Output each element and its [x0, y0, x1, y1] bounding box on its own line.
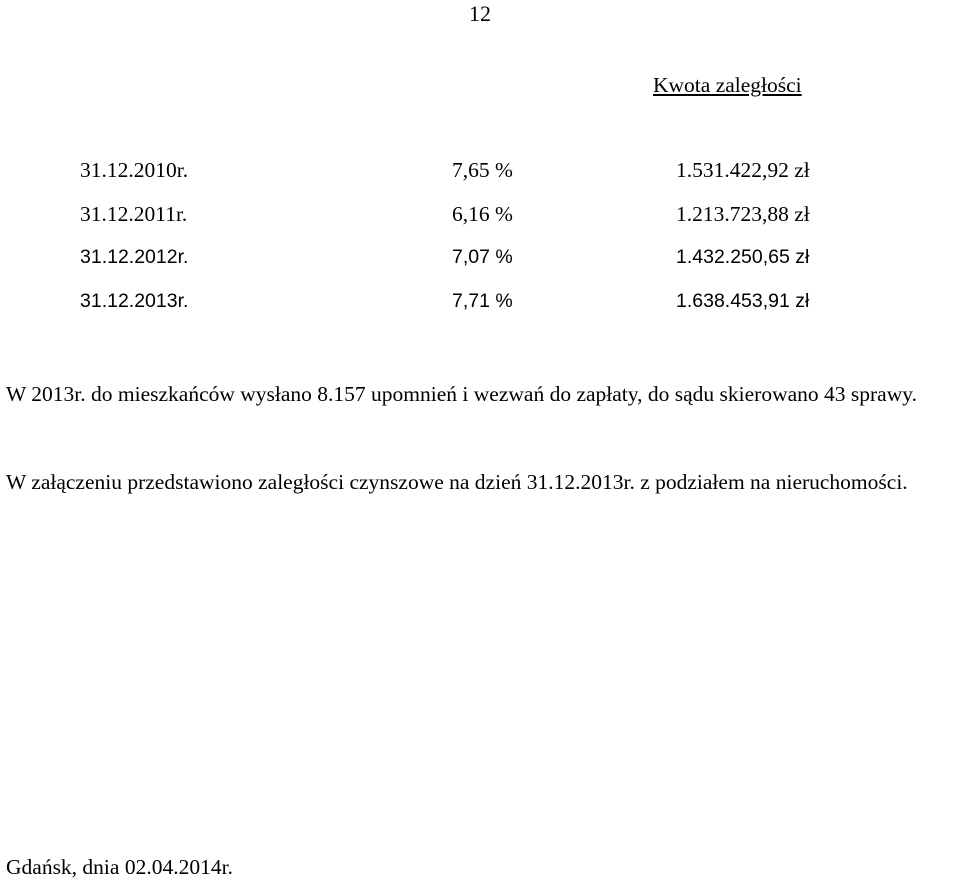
table-row [0, 202, 960, 246]
table-row [0, 246, 960, 290]
reminders-paragraph: W 2013r. do mieszkańców wysłano 8.157 upomnień i wezwań do zapłaty, do sądu skierowano 43 sprawy. [6, 382, 917, 406]
row-amount: 1.432.250,65 zł [676, 246, 810, 268]
row-percent: 7,65 % [452, 158, 513, 182]
table-row [0, 290, 960, 334]
row-amount: 1.213.723,88 zł [676, 202, 810, 226]
row-percent: 6,16 % [452, 202, 513, 226]
row-date: 31.12.2013r. [80, 290, 189, 312]
row-amount: 1.531.422,92 zł [676, 158, 810, 182]
page-number: 12 [469, 1, 491, 26]
amount-column-header: Kwota zaległości [653, 73, 802, 97]
arrears-table [0, 158, 960, 334]
attachment-paragraph: W załączeniu przedstawiono zaległości czynszowe na dzień 31.12.2013r. z podziałem na nieruchomości. [6, 470, 908, 494]
row-date: 31.12.2010r. [80, 158, 189, 182]
row-date: 31.12.2011r. [80, 202, 188, 226]
table-row [0, 158, 960, 202]
place-and-date: Gdańsk, dnia 02.04.2014r. [6, 855, 233, 879]
row-percent: 7,07 % [452, 246, 513, 268]
row-date: 31.12.2012r. [80, 246, 189, 268]
row-percent: 7,71 % [452, 290, 513, 312]
row-amount: 1.638.453,91 zł [676, 290, 810, 312]
